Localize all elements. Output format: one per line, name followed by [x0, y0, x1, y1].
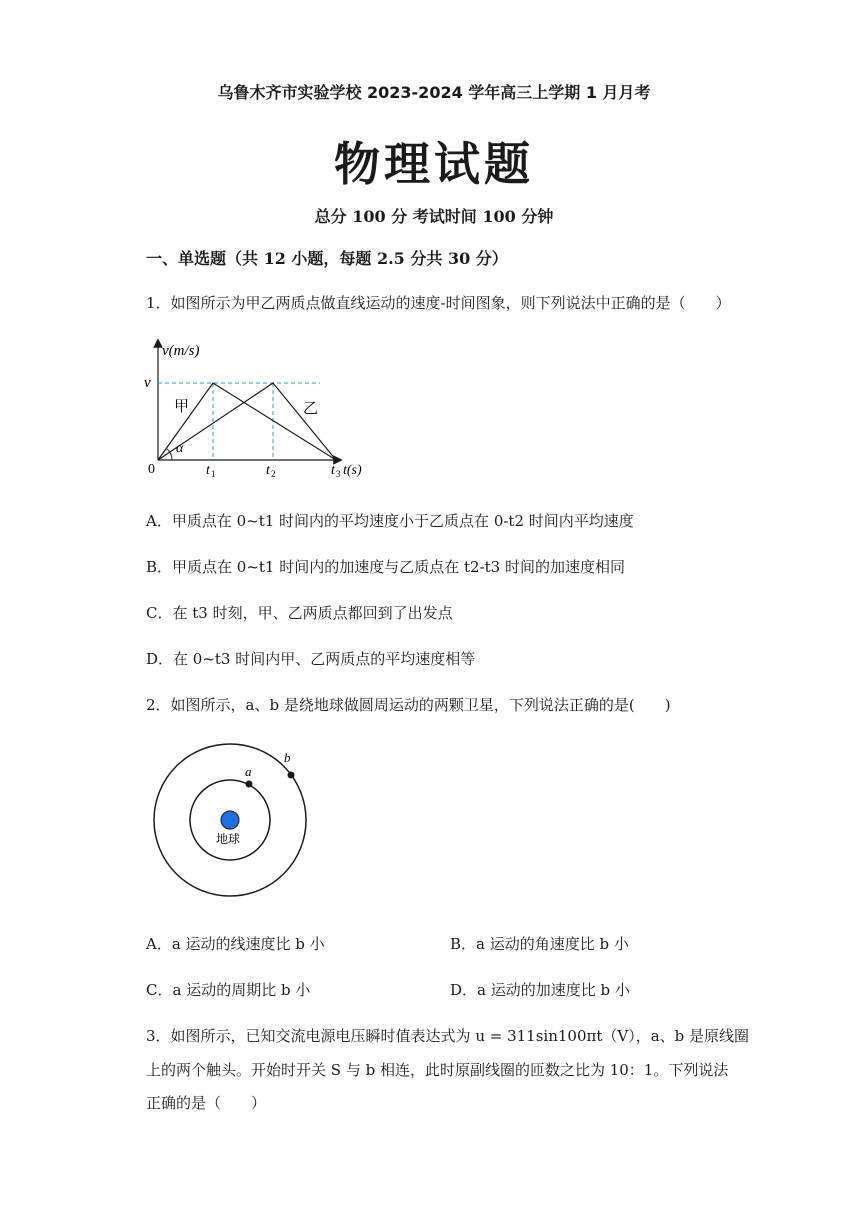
q1-option-c: C．在 t3 时刻，甲、乙两质点都回到了出发点 [146, 604, 453, 622]
q3-line-2: 上的两个触头。开始时开关 S 与 b 相连，此时原副线圈的匝数之比为 10：1。下列说法 [146, 1061, 729, 1079]
score-line: 总分 100 分 考试时间 100 分钟 [314, 207, 554, 226]
q2-stem: 2．如图所示，a、b 是绕地球做圆周运动的两颗卫星，下列说法正确的是( ) [146, 696, 671, 714]
earth-label: 地球 [216, 832, 241, 846]
yi-label: 乙 [303, 401, 319, 417]
q2-option-a: A．a 运动的线速度比 b 小 [146, 935, 325, 953]
q1-option-b: B．甲质点在 0~t1 时间内的加速度与乙质点在 t2-t3 时间的加速度相同 [146, 558, 625, 576]
y-axis-label: v(m/s) [162, 343, 200, 359]
q1-option-a: A．甲质点在 0~t1 时间内的平均速度小于乙质点在 0-t2 时间内平均速度 [146, 512, 634, 530]
t2-sub: 2 [271, 469, 276, 479]
satellite-a [246, 781, 253, 788]
t2-label: t [266, 463, 270, 478]
origin-label: 0 [148, 462, 155, 477]
satellite-a-label: a [245, 764, 252, 779]
q3-line-3: 正确的是（ ） [146, 1094, 267, 1112]
page-title: 物理试题 [334, 137, 534, 191]
t1-sub: 1 [211, 469, 216, 479]
satellite-b [288, 772, 295, 779]
satellite-b-label: b [284, 750, 291, 765]
q1-stem: 1．如图所示为甲乙两质点做直线运动的速度-时间图象，则下列说法中正确的是（ ） [146, 294, 731, 312]
school-header: 乌鲁木齐市实验学校 2023-2024 学年高三上学期 1 月月考 [217, 83, 651, 102]
jia-label: 甲 [174, 399, 190, 415]
t1-label: t [206, 463, 210, 478]
q1-velocity-time-graph [140, 335, 390, 480]
earth-circle [221, 811, 239, 829]
v-label: v [144, 375, 151, 391]
alpha-label: α [176, 441, 184, 456]
q2-orbit-diagram [150, 740, 315, 905]
q1-option-d: D．在 0~t3 时间内甲、乙两质点的平均速度相等 [146, 650, 476, 668]
q2-option-d: D．a 运动的加速度比 b 小 [450, 981, 630, 999]
q2-option-c: C．a 运动的周期比 b 小 [146, 981, 311, 999]
line-jia [158, 383, 336, 460]
t3-sub: 3 [336, 469, 341, 479]
x-axis-label: t(s) [343, 463, 362, 478]
q3-line-1: 3．如图所示，已知交流电源电压瞬时值表达式为 u = 311sin100πt（V），a、b 是原线圈 [146, 1027, 750, 1045]
section-heading: 一、单选题（共 12 小题，每题 2.5 分共 30 分） [146, 249, 508, 268]
q2-option-b: B．a 运动的角速度比 b 小 [450, 935, 629, 953]
t3-label: t [331, 463, 335, 478]
line-yi [158, 383, 336, 460]
